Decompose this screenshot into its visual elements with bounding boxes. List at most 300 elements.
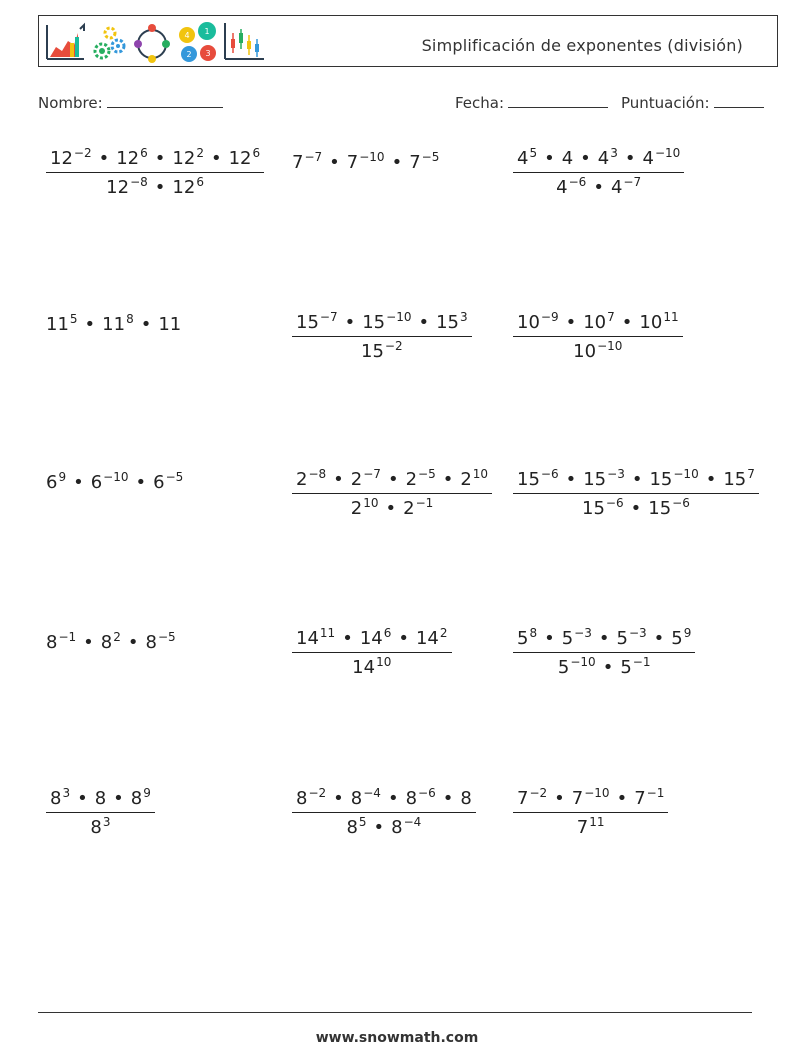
- power-term: [296, 312, 338, 333]
- power-term: [643, 148, 681, 169]
- term-base: 7: [292, 152, 304, 173]
- problem-6: [513, 310, 683, 362]
- power-term: [292, 152, 322, 173]
- multiply-dot: •: [135, 472, 147, 493]
- multiply-dot: •: [333, 469, 344, 490]
- power-term: [296, 788, 326, 809]
- term-exponent: −6: [568, 175, 587, 189]
- term-exponent: −3: [574, 626, 592, 640]
- power-term: [347, 152, 385, 173]
- term-exponent: 9: [143, 786, 151, 800]
- term-exponent: −6: [540, 467, 559, 481]
- term-base: 6: [90, 472, 103, 493]
- term-base: 15: [517, 469, 540, 490]
- problem-4: [46, 312, 181, 335]
- term-exponent: −2: [308, 786, 327, 800]
- term-base: 4: [517, 148, 529, 169]
- multiply-dot: •: [373, 817, 385, 838]
- multiply-dot: •: [598, 628, 610, 649]
- power-term: [517, 148, 537, 169]
- term-base: 12: [172, 177, 196, 198]
- term-exponent: −1: [415, 496, 434, 510]
- term-exponent: 6: [383, 626, 392, 640]
- term-exponent: 2: [113, 630, 121, 644]
- multiply-dot: •: [140, 314, 152, 335]
- numerator: [513, 310, 683, 337]
- denominator: [292, 337, 472, 362]
- power-term: [556, 177, 586, 198]
- numerator: [513, 146, 684, 173]
- multiply-dot: •: [554, 788, 565, 809]
- power-term: [403, 498, 433, 519]
- term-base: 8: [405, 788, 418, 809]
- term-base: 5: [616, 628, 628, 649]
- multiply-dot: •: [342, 628, 353, 649]
- power-term: [577, 817, 605, 838]
- fraction: [513, 310, 683, 362]
- power-term: [153, 472, 183, 493]
- numerator: [292, 786, 476, 813]
- term-exponent: 3: [102, 815, 111, 829]
- multiply-dot: •: [83, 632, 94, 653]
- power-term: [620, 657, 650, 678]
- power-term: [131, 788, 151, 809]
- term-base: 11: [158, 314, 182, 335]
- term-base: 2: [350, 469, 363, 490]
- term-exponent: −2: [529, 786, 548, 800]
- term-exponent: −9: [540, 310, 559, 324]
- denominator: [513, 813, 668, 838]
- power-term: [517, 788, 547, 809]
- term-exponent: 5: [529, 146, 538, 160]
- denominator: [513, 337, 683, 362]
- multiply-dot: •: [385, 498, 397, 519]
- numerator: [292, 467, 492, 494]
- svg-text:1: 1: [204, 27, 210, 36]
- multiply-dot: •: [344, 312, 356, 333]
- term-base: 4: [642, 148, 654, 169]
- term-exponent: 7: [747, 467, 755, 481]
- product-expression: [46, 470, 183, 493]
- term-exponent: −5: [418, 467, 436, 481]
- date-label: Fecha:: [455, 94, 505, 112]
- power-term: [416, 628, 448, 649]
- term-base: 8: [130, 788, 143, 809]
- term-exponent: 11: [589, 815, 605, 829]
- term-base: 15: [362, 312, 386, 333]
- power-term: [598, 148, 618, 169]
- term-base: 15: [648, 498, 672, 519]
- problem-13: [46, 786, 155, 838]
- term-base: 4: [610, 177, 623, 198]
- term-base: 4: [561, 148, 574, 169]
- term-exponent: 2: [196, 146, 204, 160]
- term-exponent: 10: [363, 496, 379, 510]
- term-exponent: 9: [683, 626, 692, 640]
- term-exponent: −10: [359, 150, 385, 164]
- term-base: 7: [409, 152, 421, 173]
- name-field: [38, 94, 223, 112]
- term-base: 5: [620, 657, 632, 678]
- term-exponent: 3: [460, 310, 468, 324]
- multiply-dot: •: [154, 148, 166, 169]
- power-term: [346, 817, 366, 838]
- problem-3: [513, 146, 684, 198]
- term-exponent: −7: [623, 175, 642, 189]
- term-base: 2: [460, 469, 472, 490]
- term-exponent: 3: [62, 786, 71, 800]
- multiply-dot: •: [98, 148, 110, 169]
- term-exponent: −8: [130, 175, 148, 189]
- logo-strip: [44, 19, 269, 65]
- power-term: [158, 314, 181, 335]
- footer-divider: [38, 1012, 752, 1013]
- term-base: 15: [436, 312, 459, 333]
- multiply-dot: •: [544, 628, 555, 649]
- denominator: [292, 813, 476, 838]
- multiply-dot: •: [593, 177, 604, 198]
- multiply-dot: •: [418, 312, 430, 333]
- term-base: 2: [403, 498, 415, 519]
- bar-chart-icon: [47, 25, 84, 59]
- term-base: 10: [517, 312, 540, 333]
- numerator: [292, 626, 452, 653]
- multiply-dot: •: [565, 469, 577, 490]
- power-term: [102, 314, 134, 335]
- multiply-dot: •: [616, 788, 628, 809]
- term-base: 15: [296, 312, 319, 333]
- term-exponent: 9: [58, 470, 67, 484]
- power-term: [351, 469, 381, 490]
- term-base: 8: [100, 632, 113, 653]
- term-exponent: 6: [140, 146, 148, 160]
- term-base: 10: [583, 312, 607, 333]
- name-label: Nombre:: [38, 94, 103, 112]
- power-term: [634, 788, 664, 809]
- term-base: 7: [346, 152, 359, 173]
- term-exponent: −5: [421, 150, 440, 164]
- denominator: [292, 653, 452, 678]
- power-term: [436, 312, 468, 333]
- power-term: [296, 469, 326, 490]
- fraction: [513, 626, 695, 678]
- power-term: [46, 632, 76, 653]
- denominator: [513, 494, 759, 519]
- product-expression: [292, 150, 439, 173]
- power-term: [460, 469, 488, 490]
- term-exponent: 11: [319, 626, 336, 640]
- term-base: 15: [582, 498, 605, 519]
- term-exponent: −10: [584, 786, 610, 800]
- fraction: [513, 786, 668, 838]
- term-base: 12: [172, 148, 196, 169]
- footer-website: www.snowmath.com: [315, 1030, 479, 1046]
- term-base: 15: [361, 341, 384, 362]
- term-base: 4: [556, 177, 568, 198]
- power-term: [517, 469, 559, 490]
- term-base: 5: [561, 628, 574, 649]
- multiply-dot: •: [391, 152, 403, 173]
- power-term: [360, 628, 392, 649]
- multiply-dot: •: [77, 788, 88, 809]
- term-base: 14: [415, 628, 439, 649]
- term-base: 8: [90, 817, 102, 838]
- problem-8: [292, 467, 492, 519]
- power-term: [406, 788, 436, 809]
- term-base: 2: [350, 498, 363, 519]
- power-term: [361, 341, 403, 362]
- term-base: 7: [634, 788, 646, 809]
- numerator: [292, 310, 472, 337]
- power-term: [296, 628, 335, 649]
- term-base: 11: [102, 314, 126, 335]
- term-exponent: 10: [472, 467, 489, 481]
- term-exponent: −5: [165, 470, 184, 484]
- numerator: [513, 786, 668, 813]
- term-exponent: −6: [605, 496, 624, 510]
- multiply-dot: •: [544, 148, 555, 169]
- power-term: [90, 817, 110, 838]
- term-exponent: −7: [363, 467, 381, 481]
- multiply-dot: •: [113, 788, 124, 809]
- power-term: [639, 312, 678, 333]
- term-base: 15: [583, 469, 607, 490]
- fraction: [292, 786, 476, 838]
- term-exponent: −3: [607, 467, 625, 481]
- denominator: [513, 173, 684, 198]
- power-term: [95, 788, 106, 809]
- term-exponent: 10: [376, 655, 392, 669]
- fraction: [46, 786, 155, 838]
- term-base: 15: [649, 469, 673, 490]
- power-term: [362, 312, 411, 333]
- multiply-dot: •: [387, 788, 399, 809]
- fraction: [513, 467, 759, 519]
- term-exponent: −4: [403, 815, 422, 829]
- term-exponent: −1: [58, 630, 77, 644]
- term-base: 4: [597, 148, 610, 169]
- date-field: [455, 94, 608, 112]
- term-base: 12: [116, 148, 140, 169]
- worksheet-title: Simplificación de exponentes (división): [421, 36, 743, 55]
- term-base: 11: [46, 314, 69, 335]
- multiply-dot: •: [127, 632, 139, 653]
- multiply-dot: •: [653, 628, 665, 649]
- multiply-dot: •: [329, 152, 340, 173]
- term-base: 15: [723, 469, 747, 490]
- svg-text:2: 2: [186, 50, 192, 59]
- power-term: [391, 817, 421, 838]
- power-term: [46, 472, 66, 493]
- power-term: [50, 148, 92, 169]
- term-exponent: −5: [157, 630, 176, 644]
- multiply-dot: •: [630, 498, 642, 519]
- numerator: [513, 626, 695, 653]
- multiply-dot: •: [705, 469, 717, 490]
- power-term: [562, 628, 592, 649]
- power-term: [172, 148, 204, 169]
- power-term: [106, 177, 148, 198]
- power-term: [351, 788, 381, 809]
- power-term: [406, 469, 436, 490]
- term-base: 8: [391, 817, 403, 838]
- name-blank[interactable]: [107, 94, 223, 108]
- term-base: 8: [145, 632, 157, 653]
- multiply-dot: •: [398, 628, 409, 649]
- score-field: [621, 94, 764, 112]
- term-base: 7: [571, 788, 584, 809]
- multiply-dot: •: [333, 788, 344, 809]
- denominator: [292, 494, 492, 519]
- power-term: [229, 148, 261, 169]
- term-exponent: −4: [363, 786, 381, 800]
- power-term: [582, 498, 624, 519]
- term-exponent: 5: [69, 312, 78, 326]
- numerator: [46, 146, 264, 173]
- term-exponent: 5: [358, 815, 367, 829]
- numerator: [46, 786, 155, 813]
- fraction: [46, 146, 264, 198]
- term-base: 12: [228, 148, 252, 169]
- term-exponent: −7: [319, 310, 338, 324]
- term-base: 8: [50, 788, 62, 809]
- score-label: Puntuación:: [621, 94, 710, 112]
- term-exponent: −1: [646, 786, 665, 800]
- term-base: 5: [517, 628, 529, 649]
- multiply-dot: •: [631, 469, 643, 490]
- term-base: 12: [106, 177, 130, 198]
- problem-2: [292, 150, 439, 173]
- term-exponent: −10: [654, 146, 681, 160]
- term-exponent: 8: [529, 626, 538, 640]
- svg-text:4: 4: [184, 31, 190, 40]
- term-base: 2: [405, 469, 418, 490]
- term-exponent: 6: [252, 146, 261, 160]
- score-blank[interactable]: [714, 94, 764, 108]
- problem-7: [46, 470, 183, 493]
- term-base: 8: [46, 632, 58, 653]
- power-term: [409, 152, 439, 173]
- term-exponent: 8: [126, 312, 134, 326]
- term-exponent: −10: [570, 655, 596, 669]
- term-exponent: 11: [663, 310, 679, 324]
- numbered-circles-icon: [179, 22, 216, 62]
- multiply-dot: •: [154, 177, 166, 198]
- term-exponent: −3: [628, 626, 647, 640]
- term-exponent: −2: [384, 339, 403, 353]
- fraction: [292, 467, 492, 519]
- multiply-dot: •: [580, 148, 591, 169]
- problem-1: [46, 146, 264, 198]
- power-term: [648, 498, 690, 519]
- multiply-dot: •: [210, 148, 222, 169]
- fraction: [292, 310, 472, 362]
- term-exponent: −2: [73, 146, 92, 160]
- power-term: [351, 498, 379, 519]
- term-base: 5: [671, 628, 683, 649]
- multiply-dot: •: [73, 472, 84, 493]
- term-base: 8: [94, 788, 107, 809]
- multiply-dot: •: [442, 788, 454, 809]
- product-expression: [46, 312, 181, 335]
- term-base: 6: [153, 472, 165, 493]
- multiply-dot: •: [84, 314, 96, 335]
- term-base: 5: [557, 657, 570, 678]
- term-exponent: −8: [308, 467, 327, 481]
- term-exponent: 3: [610, 146, 618, 160]
- term-exponent: −6: [672, 496, 690, 510]
- multiply-dot: •: [624, 148, 636, 169]
- term-exponent: −6: [418, 786, 436, 800]
- gears-icon: [95, 28, 124, 58]
- power-term: [91, 472, 129, 493]
- product-expression: [46, 630, 176, 653]
- power-term: [671, 628, 691, 649]
- power-term: [723, 469, 755, 490]
- power-term: [583, 312, 615, 333]
- multiply-dot: •: [442, 469, 454, 490]
- power-term: [46, 314, 78, 335]
- term-base: 8: [346, 817, 358, 838]
- term-exponent: −10: [103, 470, 129, 484]
- term-exponent: −10: [673, 467, 699, 481]
- term-base: 8: [296, 788, 308, 809]
- power-term: [460, 788, 471, 809]
- term-base: 8: [350, 788, 363, 809]
- term-base: 2: [296, 469, 308, 490]
- term-base: 7: [517, 788, 529, 809]
- multiply-dot: •: [602, 657, 614, 678]
- term-base: 8: [460, 788, 472, 809]
- denominator: [46, 813, 155, 838]
- problem-10: [46, 630, 176, 653]
- fraction: [513, 146, 684, 198]
- denominator: [513, 653, 695, 678]
- term-exponent: −10: [386, 310, 412, 324]
- power-term: [352, 657, 391, 678]
- power-term: [172, 177, 204, 198]
- problem-12: [513, 626, 695, 678]
- term-base: 14: [352, 657, 376, 678]
- power-term: [116, 148, 148, 169]
- term-exponent: 2: [439, 626, 448, 640]
- multiply-dot: •: [565, 312, 577, 333]
- term-base: 14: [359, 628, 383, 649]
- power-term: [101, 632, 121, 653]
- date-blank[interactable]: [508, 94, 608, 108]
- term-exponent: −1: [632, 655, 651, 669]
- term-base: 10: [573, 341, 597, 362]
- power-term: [649, 469, 698, 490]
- candlestick-chart-icon: [225, 23, 264, 59]
- power-term: [517, 312, 559, 333]
- worksheet-header: [38, 15, 778, 67]
- power-term: [583, 469, 625, 490]
- fraction: [292, 626, 452, 678]
- term-base: 12: [50, 148, 73, 169]
- problem-15: [513, 786, 668, 838]
- denominator: [46, 173, 264, 198]
- term-base: 6: [46, 472, 58, 493]
- svg-text:3: 3: [205, 49, 211, 58]
- power-term: [517, 628, 537, 649]
- term-base: 14: [296, 628, 319, 649]
- term-exponent: 7: [607, 310, 615, 324]
- power-term: [146, 632, 176, 653]
- term-base: 7: [576, 817, 589, 838]
- multiply-dot: •: [387, 469, 399, 490]
- problem-5: [292, 310, 472, 362]
